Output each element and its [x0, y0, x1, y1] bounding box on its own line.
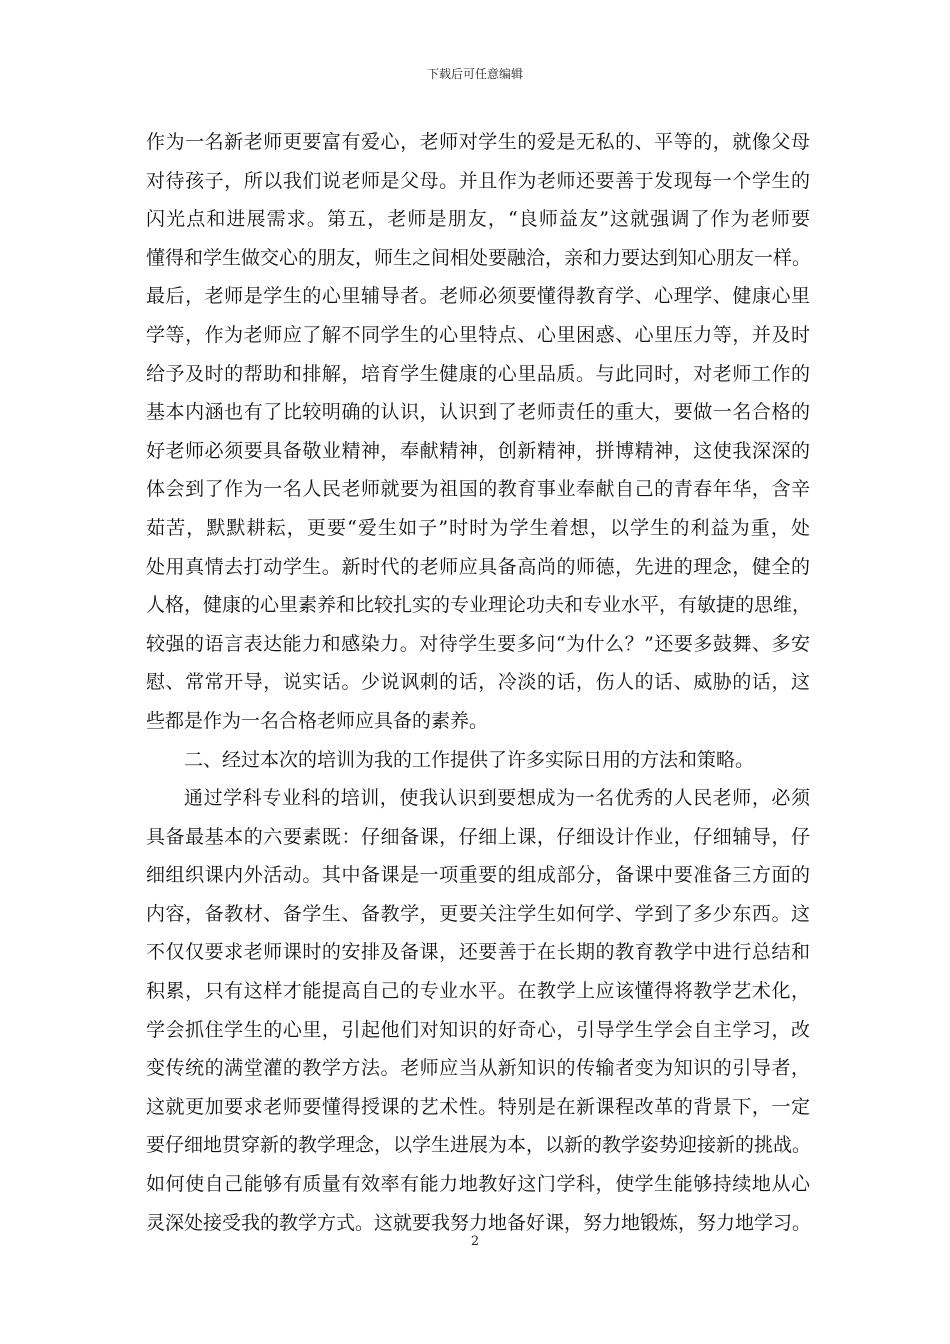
text-line: 如何使自己能够有质量有效率有能力地教好这门学科，使学生能够持续地从心	[146, 1173, 810, 1196]
text-line: 体会到了作为一名人民老师就要为祖国的教育事业奉献自己的青春年华，含辛	[146, 478, 810, 501]
text-line: 懂得和学生做交心的朋友，师生之间相处要融洽，亲和力要达到知心朋友一样。	[146, 246, 812, 269]
text-line: 对待孩子，所以我们说老师是父母。并且作为老师还要善于发现每一个学生的	[146, 169, 810, 192]
text-line: 变传统的满堂灌的教学方法。老师应当从新知识的传输者变为知识的引导者，	[146, 1057, 810, 1080]
text-line: 最后，老师是学生的心里辅导者。老师必须要懂得教育学、心理学、健康心里	[146, 285, 810, 308]
text-line: 作为一名新老师更要富有爱心，老师对学生的爱是无私的、平等的，就像父母	[146, 131, 810, 153]
text-line: 人格，健康的心里素养和比较扎实的专业理论功夫和专业水平，有敏捷的思维，	[146, 594, 812, 617]
text-line: 这就更加要求老师要懂得授课的艺术性。特别是在新课程改革的背景下，一定	[146, 1095, 810, 1118]
text-line: 较强的语言表达能力和感染力。对待学生要多问“为什么？”还要多鼓舞、多安	[146, 632, 810, 655]
text-line: 要仔细地贯穿新的教学理念，以学生进展为本，以新的教学姿势迎接新的挑战。	[146, 1134, 812, 1157]
text-line: 基本内涵也有了比较明确的认识，认识到了老师责任的重大，要做一名合格的	[146, 401, 810, 424]
text-line: 具备最基本的六要素既：仔细备课，仔细上课，仔细设计作业，仔细辅导，仔	[146, 825, 810, 848]
text-line: 不仅仅要求老师课时的安排及备课，还要善于在长期的教育教学中进行总结和	[146, 941, 810, 964]
text-line: 灵深处接受我的教学方式。这就要我努力地备好课，努力地锻炼，努力地学习。	[146, 1211, 812, 1234]
text-line: 给予及时的帮助和排解，培育学生健康的心里品质。与此同时，对老师工作的	[146, 362, 810, 385]
text-line: 处用真情去打动学生。新时代的老师应具备高尚的师德，先进的理念，健全的	[146, 555, 810, 578]
text-line: 些都是作为一名合格老师应具备的素养。	[146, 709, 489, 732]
body-text	[146, 123, 810, 1242]
text-line: 茹苦，默默耕耘，更要“爱生如子”时时为学生着想，以学生的利益为重，处	[146, 516, 810, 539]
text-line: 好老师必须要具备敬业精神，奉献精神，创新精神，拼博精神，这使我深深的	[146, 439, 810, 462]
text-line: 通过学科专业科的培训，使我认识到要想成为一名优秀的人民老师，必须	[184, 787, 810, 810]
section-heading: 二、经过本次的培训为我的工作提供了许多实际日用的方法和策略。	[184, 748, 755, 771]
text-line: 积累，只有这样才能提高自己的专业水平。在教学上应该懂得将教学艺术化，	[146, 980, 810, 1003]
page-number: 2	[470, 1234, 480, 1249]
text-line: 闪光点和进展需求。第五，老师是朋友，“良师益友”这就强调了作为老师要	[146, 208, 810, 231]
text-line: 学会抓住学生的心里，引起他们对知识的好奇心，引导学生学会自主学习，改	[146, 1018, 810, 1041]
text-line: 学等，作为老师应了解不同学生的心里特点、心里困惑、心里压力等，并及时	[146, 323, 810, 346]
text-line: 细组织课内外活动。其中备课是一项重要的组成部分，备课中要准备三方面的	[146, 864, 810, 887]
text-line: 慰、常常开导，说实话。少说讽刺的话，冷淡的话，伤人的话、威胁的话，这	[146, 671, 810, 694]
page-header: 下载后可任意编辑	[426, 67, 523, 81]
text-line: 内容，备教材、备学生、备教学，更要关注学生如何学、学到了多少东西。这	[146, 902, 810, 925]
